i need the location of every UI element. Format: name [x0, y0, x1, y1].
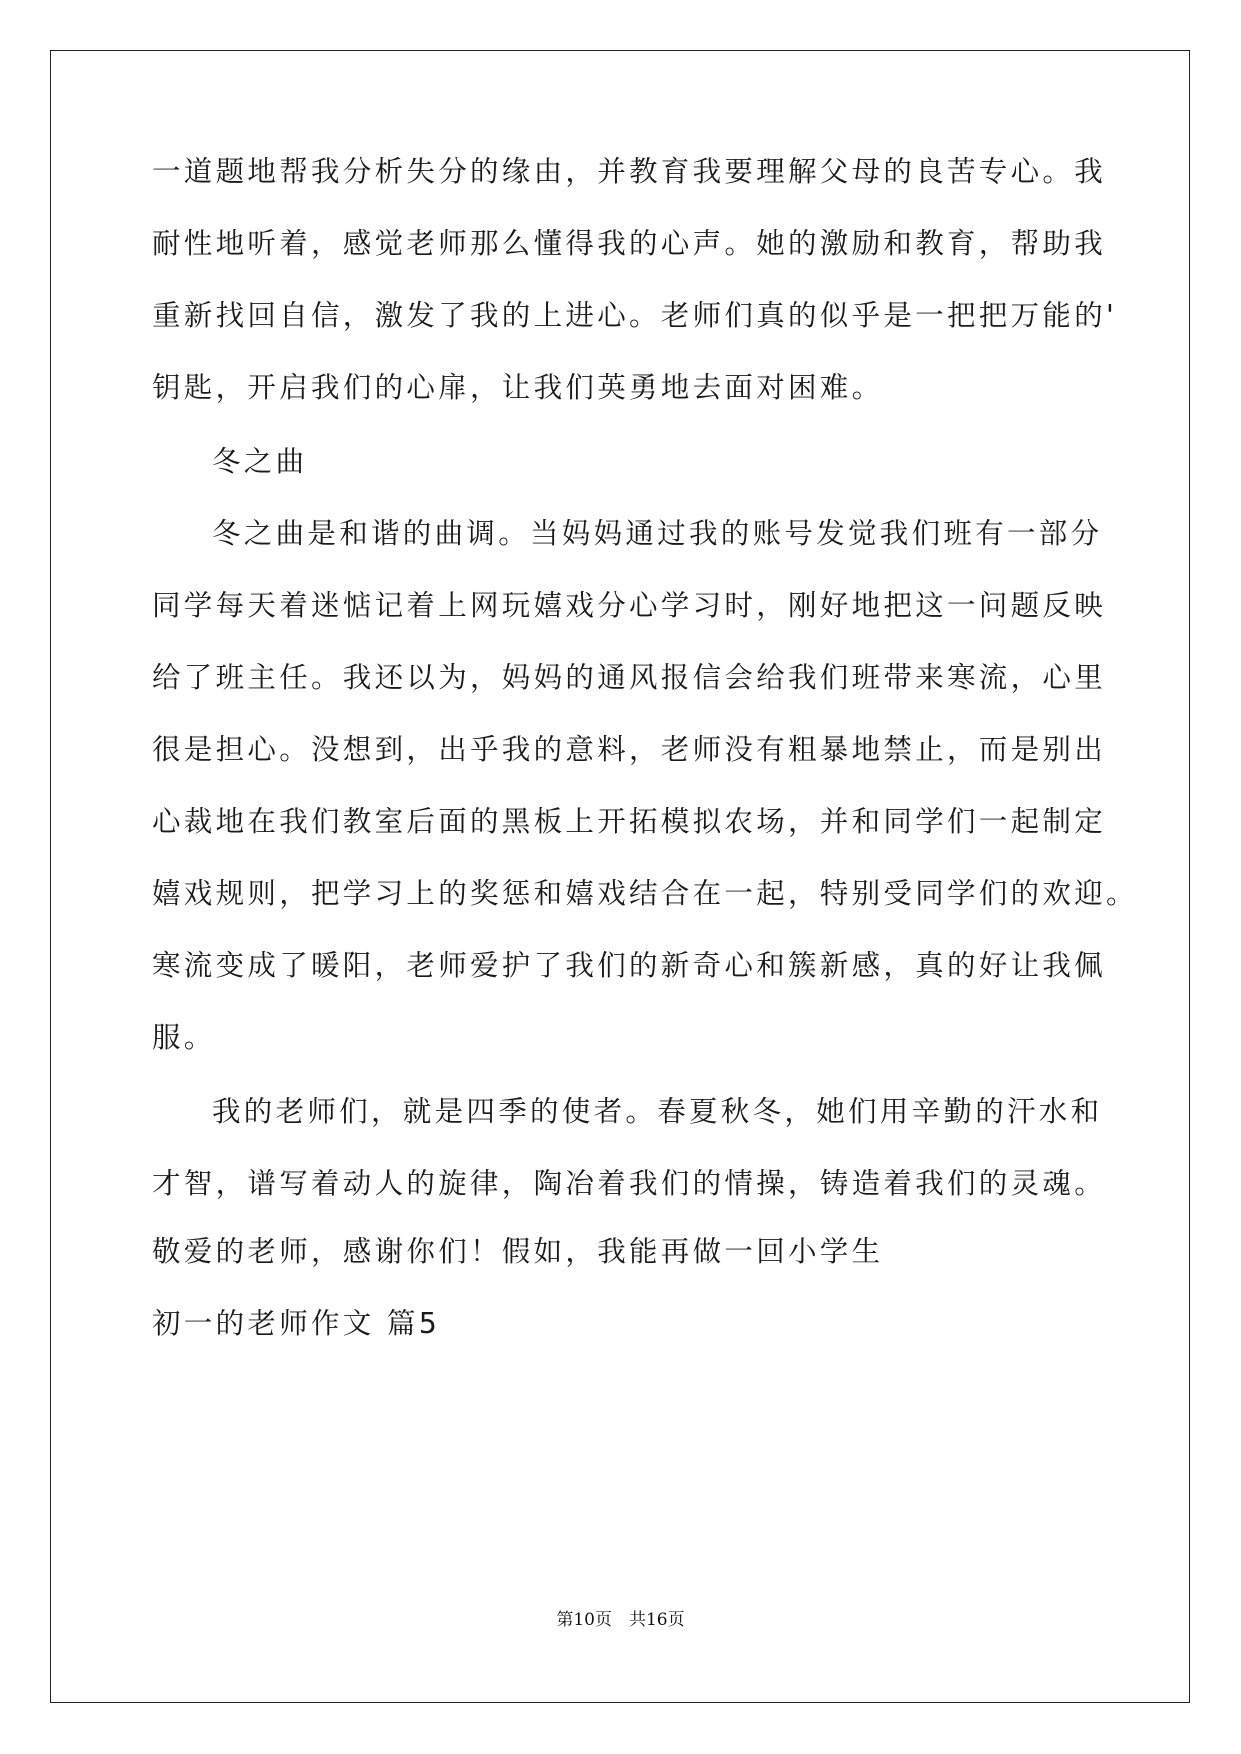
text-line: 很是担心。没想到，出乎我的意料，老师没有粗暴地禁止，而是别出	[152, 733, 1107, 766]
text-line: 敬爱的老师，感谢你们！假如，我能再做一回小学生	[152, 1235, 884, 1268]
text-line: 钥匙，开启我们的心扉，让我们英勇地去面对困难。	[152, 371, 884, 404]
text-line: 服。	[152, 1021, 216, 1054]
text-line: 同学每天着迷惦记着上网玩嬉戏分心学习时，刚好地把这一问题反映	[152, 589, 1107, 622]
text-line: 耐性地听着，感觉老师那么懂得我的心声。她的激励和教育，帮助我	[152, 227, 1107, 260]
text-line: 我的老师们，就是四季的使者。春夏秋冬，她们用辛勤的汗水和	[212, 1095, 1103, 1128]
text-line: 寒流变成了暖阳，老师爱护了我们的新奇心和簇新感，真的好让我佩	[152, 949, 1107, 982]
text-line: 给了班主任。我还以为，妈妈的通风报信会给我们班带来寒流，心里	[152, 661, 1107, 694]
text-line: 一道题地帮我分析失分的缘由，并教育我要理解父母的良苦专心。我	[152, 155, 1107, 188]
text-line: 才智，谱写着动人的旋律，陶冶着我们的情操，铸造着我们的灵魂。	[152, 1167, 1107, 1200]
page-number: 第10页 共16页	[556, 1610, 685, 1630]
section-heading: 冬之曲	[212, 445, 308, 478]
text-line: 心裁地在我们教室后面的黑板上开拓模拟农场，并和同学们一起制定	[152, 805, 1107, 838]
text-line: 冬之曲是和谐的曲调。当妈妈通过我的账号发觉我们班有一部分	[212, 517, 1103, 550]
article-title: 初一的老师作文 篇5	[152, 1307, 441, 1340]
text-line: 嬉戏规则，把学习上的奖惩和嬉戏结合在一起，特别受同学们的欢迎。	[152, 877, 1138, 910]
text-line: 重新找回自信，激发了我的上进心。老师们真的似乎是一把把万能的'	[152, 299, 1118, 332]
